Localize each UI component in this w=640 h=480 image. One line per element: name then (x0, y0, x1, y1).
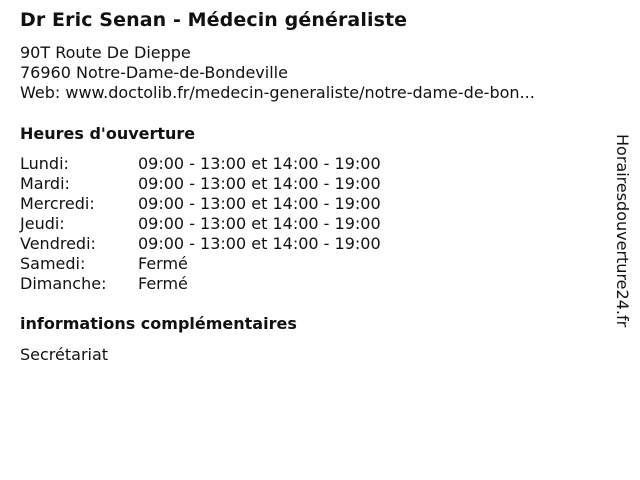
info-text: Secrétariat (20, 345, 109, 364)
hours-heading: Heures d'ouverture (20, 124, 196, 143)
info-heading: informations complémentaires (20, 314, 297, 333)
time-value: Fermé (138, 254, 188, 273)
website-link[interactable]: Web: www.doctolib.fr/medecin-generaliste/notre-dame-de-bon... (20, 83, 535, 102)
time-value: 09:00 - 13:00 et 14:00 - 19:00 (138, 214, 381, 233)
time-value: 09:00 - 13:00 et 14:00 - 19:00 (138, 174, 381, 193)
time-value: 09:00 - 13:00 et 14:00 - 19:00 (138, 234, 381, 253)
street-address: 90T Route De Dieppe (20, 43, 191, 62)
day-label: Mercredi: (20, 194, 95, 213)
day-label: Samedi: (20, 254, 86, 273)
city-address: 76960 Notre-Dame-de-Bondeville (20, 63, 288, 82)
page-title: Dr Eric Senan - Médecin généraliste (20, 9, 408, 31)
day-label: Jeudi: (20, 214, 65, 233)
day-label: Vendredi: (20, 234, 96, 253)
time-value: 09:00 - 13:00 et 14:00 - 19:00 (138, 194, 381, 213)
day-label: Lundi: (20, 154, 69, 173)
time-value: 09:00 - 13:00 et 14:00 - 19:00 (138, 154, 381, 173)
side-brand-text: Horairesdouverture24.fr (613, 134, 632, 328)
address-block (20, 43, 535, 103)
day-label: Mardi: (20, 174, 70, 193)
time-value: Fermé (138, 274, 188, 293)
day-label: Dimanche: (20, 274, 107, 293)
